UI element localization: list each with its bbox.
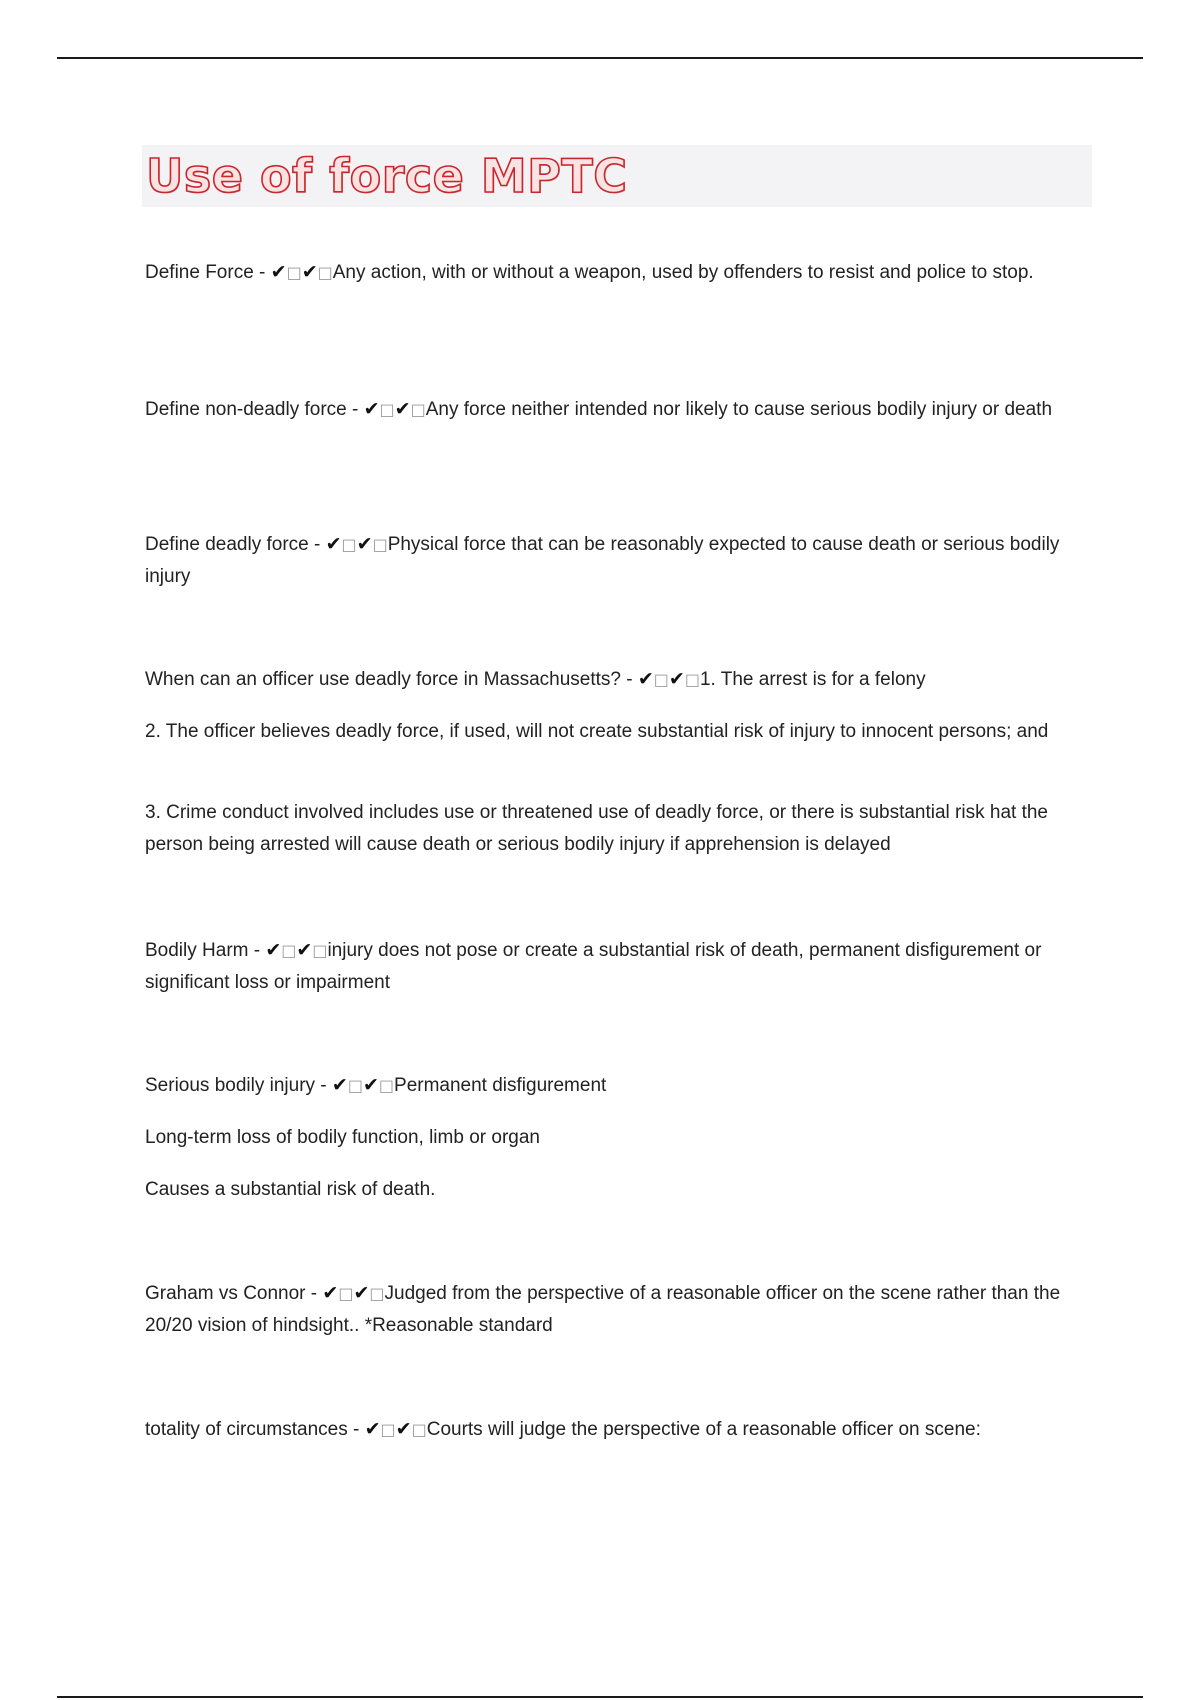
- entry-definition: 1. The arrest is for a felony: [699, 669, 926, 690]
- entry-define-force: [145, 256, 1090, 289]
- entry-definition: Permanent disfigurement: [394, 1075, 607, 1096]
- check-icon: ✔: [394, 398, 411, 420]
- document-title: Use of force MPTC: [146, 149, 628, 203]
- box-icon: □: [347, 1076, 363, 1095]
- entry-term: Bodily Harm -: [145, 940, 266, 961]
- top-rule: [57, 57, 1143, 59]
- entry-definition: injury does not pose or create a substantial risk of death, permanent disfigurement or significant loss or impairment: [145, 940, 1042, 993]
- entry-continuation-line: 2. The officer believes deadly force, if used, will not create substantial risk of injury to innocent persons; and: [145, 721, 1049, 742]
- check-icon: ✔: [353, 1282, 370, 1304]
- check-icon: ✔: [356, 533, 373, 555]
- entry-continuation-line: Long-term loss of bodily function, limb or organ: [145, 1127, 540, 1148]
- entry-definition: Any action, with or without a weapon, used by offenders to resist and police to stop.: [332, 262, 1034, 283]
- entry-term: totality of circumstances -: [145, 1419, 365, 1440]
- entry-deadly-force-massachusetts: [145, 663, 1090, 696]
- entry-graham-vs-connor: [145, 1277, 1090, 1342]
- entry-define-deadly-force: [145, 528, 1090, 593]
- check-icon: ✔: [331, 1074, 348, 1096]
- entry-serious-bodily-injury: [145, 1069, 1090, 1102]
- entry-definition: Any force neither intended nor likely to cause serious bodily injury or death: [425, 399, 1053, 420]
- check-icon: ✔: [637, 668, 654, 690]
- entry-term: Define deadly force -: [145, 534, 326, 555]
- box-icon: □: [372, 535, 388, 554]
- check-icon: ✔: [296, 939, 313, 961]
- entry-totality-of-circumstances: [145, 1413, 1090, 1446]
- entry-term: When can an officer use deadly force in Massachusetts? -: [145, 669, 638, 690]
- entry-continuation-line: 3. Crime conduct involved includes use or threatened use of deadly force, or there is substantial risk hat the person being arrested will cause death or serious bodily injury if apprehension is delayed: [145, 802, 1048, 855]
- box-icon: □: [379, 400, 395, 419]
- entry-definition: Physical force that can be reasonably expected to cause death or serious bodily injury: [145, 534, 1060, 587]
- check-icon: ✔: [270, 261, 287, 283]
- title-banner: [142, 145, 1092, 207]
- box-icon: □: [410, 400, 426, 419]
- check-icon: ✔: [668, 668, 685, 690]
- entry-definition: Judged from the perspective of a reasonable officer on the scene rather than the 20/20 vision of hindsight.. *Reasonable standard: [145, 1283, 1061, 1336]
- box-icon: □: [281, 941, 297, 960]
- box-icon: □: [380, 1420, 396, 1439]
- box-icon: □: [411, 1420, 427, 1439]
- check-icon: ✔: [363, 398, 380, 420]
- entry-term: Define non-deadly force -: [145, 399, 364, 420]
- box-icon: □: [369, 1284, 385, 1303]
- box-icon: □: [653, 670, 669, 689]
- check-icon: ✔: [322, 1282, 339, 1304]
- entry-term: Define Force -: [145, 262, 271, 283]
- box-icon: □: [378, 1076, 395, 1095]
- check-icon: ✔: [395, 1418, 412, 1440]
- box-icon: □: [338, 1284, 354, 1303]
- check-icon: ✔: [301, 261, 318, 283]
- box-icon: □: [286, 263, 302, 282]
- check-icon: ✔: [265, 939, 282, 961]
- entry-define-non-deadly-force: [145, 393, 1090, 426]
- check-icon: ✔: [325, 533, 342, 555]
- box-icon: □: [684, 670, 700, 689]
- entry-term: Graham vs Connor -: [145, 1283, 323, 1304]
- entry-definition: Courts will judge the perspective of a reasonable officer on scene:: [426, 1419, 981, 1440]
- box-icon: □: [341, 535, 357, 554]
- check-icon: ✔: [362, 1074, 379, 1096]
- box-icon: □: [312, 941, 328, 960]
- entry-bodily-harm: [145, 934, 1090, 999]
- bottom-rule: [57, 1696, 1143, 1698]
- box-icon: □: [317, 263, 333, 282]
- entry-continuation-line: Causes a substantial risk of death.: [145, 1179, 436, 1200]
- check-icon: ✔: [364, 1418, 381, 1440]
- entry-term: Serious bodily injury -: [145, 1075, 332, 1096]
